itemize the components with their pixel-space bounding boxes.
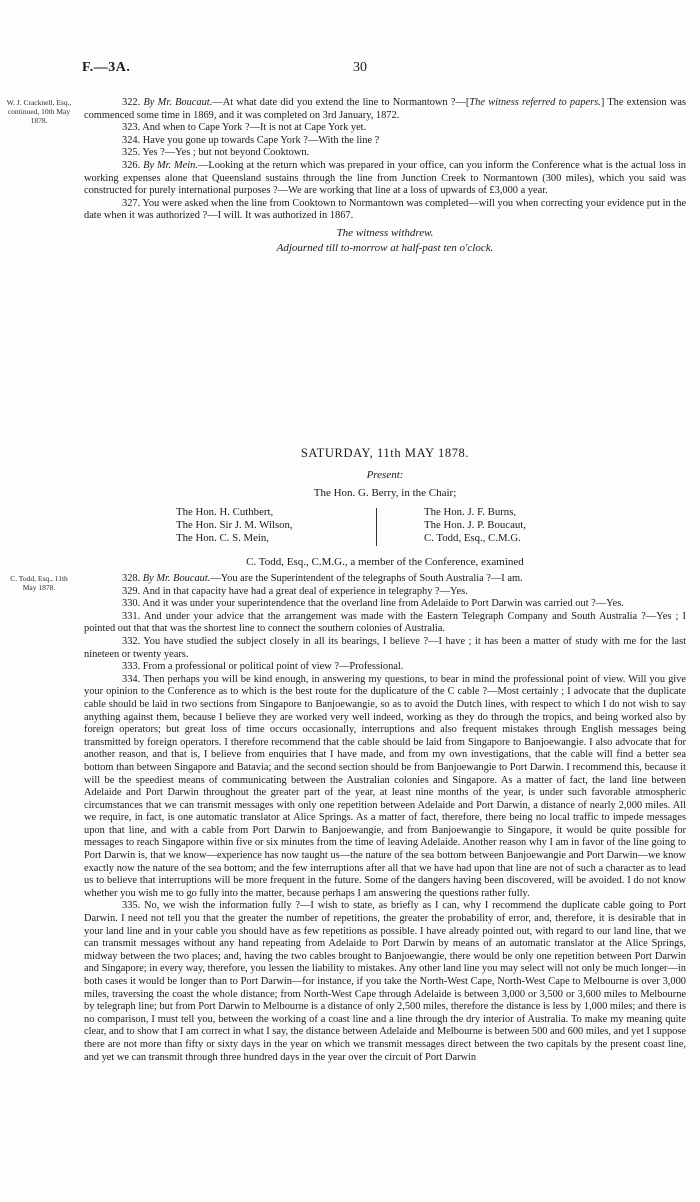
chair-line: The Hon. G. Berry, in the Chair; — [313, 487, 457, 499]
question-333: 333. From a professional or political point of view ?—Professional. — [122, 661, 404, 673]
margin-note-todd: C. Todd, Esq., 11th May 1878. — [10, 574, 68, 592]
witness-withdrew: The witness withdrew. — [336, 226, 434, 239]
testimony-block-2 — [84, 573, 686, 1064]
members-right-column — [424, 506, 604, 545]
member: The Hon. C. S. Mein, — [176, 532, 269, 544]
question-325: 325. Yes ?—Yes ; but not beyond Cooktown. — [122, 147, 310, 159]
question-322: 322. By Mr. Boucaut.—At what date did you extend the line to Normantown ?—[The witness referred to papers.] The extension was commenced some time in 1869, and it was completed on 3rd January, 1872. — [84, 97, 686, 121]
member: C. Todd, Esq., C.M.G. — [424, 532, 521, 544]
question-332: 332. You have studied the subject closely in all its bearings, I believe ?—I have ; it has been a matter of study with me for the last nineteen or twenty years. — [84, 635, 686, 660]
section-header: F.—3A. — [82, 60, 131, 75]
question-329: 329. And in that capacity have had a great deal of experience in telegraphy ?—Yes. — [122, 585, 468, 597]
column-divider — [376, 508, 377, 546]
question-327: 327. You were asked when the line from Cooktown to Normantown was completed—will you when correcting your evidence put in the date when it was authorized ?—I will. It was authorized in 1867. — [84, 197, 686, 222]
session-date-heading: SATURDAY, 11th MAY 1878. — [300, 446, 470, 460]
question-334: 334. Then perhaps you will be kind enough, in answering my questions, to bear in mind the professional point of view. Will you give your opinion to the Conference as to which is the best route for the duplicature of the C cable ?—Most certainly ; I advocate that the duplicate cable should be laid in two sections from Singapore to Banjoewangie, so as to avoid the Dutch lines, with respect to which I do not wish to say anything against them, because I believe they are worked very well indeed, working as they do through the tropics, and being worked also by foreign operators; but great loss of time occurs occasionally, interruptions and also frequent mistakes through English messages being transmitted by foreign operators. I therefore recommend that the cable should be laid from Singapore to Banjoewangie. I also advocate that for another reason, and that is, I believe from enquiries that I have made, and from my own investigations, that the cable will find a better sea bottom than between Singapore and Batavia; and the second section should be from Banjoewangie to Port Darwin. I recommend this, because it will be the speediest means of communicating between the Australian colonies and Singapore. As a matter of fact, the land line between Adelaide and Port Darwin throughout the greater part of the year, at least nine months of the year, is under such favorable atmospheric circumstances that we can transmit messages with only one repetition between Adelaide and Port Darwin, a distance of nearly 2,000 miles. All we require, in fact, is one automatic translator at Alice Springs. As a matter of fact, therefore, there being no local traffic to impede messages upon that line, and with a cable from Port Darwin to Banjoewangie, and from Banjoewangie to Singapore, it would be quite possible for messages to reach Singapore within five or six minutes from the time of leaving Adelaide. Another reason why I am in favor of the line going to Port Darwin is, that we know—experience has now taught us—the nature of the sea bottom between Banjoewangie and Port Darwin—we know exactly now the nature of the sea bottom; and the few interruptions after all that we have had upon that line are not of such a character as to lead us to believe that interruptions will be more frequent in the future. Some of the dangers having been discovered, will be avoided. I do not know whether you wish me to go fully into the matter, because perhaps I am answering the questions rather fully. — [84, 673, 686, 899]
question-328: 328. By Mr. Boucaut.—You are the Superintendent of the telegraphs of South Australia ?—I am. — [122, 573, 523, 584]
question-331: 331. And under your advice that the arrangement was made with the Eastern Telegraph Company and South Australia ?—Yes ; I pointed out that that was the shortest line to connect the southern colonies of Australia. — [84, 610, 686, 635]
page-number: 30 — [353, 60, 367, 75]
question-323: 323. And when to Cape York ?—It is not at Cape York yet. — [122, 122, 367, 134]
margin-note-cracknell: W. J. Cracknell, Esq., continued, 10th May 1878. — [6, 98, 72, 125]
member: The Hon. J. F. Burns, — [424, 506, 517, 518]
member: The Hon. J. P. Boucaut, — [424, 519, 526, 531]
present-label: Present: — [366, 469, 404, 481]
testimony-block-1 — [84, 97, 686, 254]
member: The Hon. H. Cuthbert, — [176, 506, 274, 518]
question-326: 326. By Mr. Mein.—Looking at the return which was prepared in your office, can you inform the Conference what is the actual loss in working expenses alone that Queensland sustains through the line from Junction Creek to Normantown (300 miles), which you said was constructed for purely international purposes ?—We are working that line at a loss of upwards of £3,000 a year. — [84, 159, 686, 197]
members-left-column — [176, 506, 376, 545]
adjourned-note: Adjourned till to-morrow at half-past ten o'clock. — [276, 241, 494, 254]
examined-line: C. Todd, Esq., C.M.G., a member of the Conference, examined — [246, 556, 524, 568]
question-324: 324. Have you gone up towards Cape York ?—With the line ? — [122, 134, 380, 146]
member: The Hon. Sir J. M. Wilson, — [176, 519, 293, 531]
question-335: 335. No, we wish the information fully ?—I wish to state, as briefly as I can, why I recommend the duplicate cable going to Port Darwin. I need not tell you that the greater the number of repetitions, the greater the probability of error, and, therefore, it is desirable that in your land line and in your cable you should have as few repetitions as possible. I have already pointed out, with regard to our land line, that we can transmit messages without any hand repeating from Adelaide to Port Darwin by means of an automatic translator at the Alice Springs, midway between the two places; and, having the two cables brought to Banjoewangie, there would be only one repetition between Port Darwin and Singapore; in every way, therefore, you lessen the liability to mistakes. Any other land line you may select will not only be much longer—in both cases it would be longer than to Port Darwin—for instance, if you take the North-West Cape, North-West Cape to Melbourne is over 3,000 miles, traversing the coast the whole distance; from North-West Cape through Adelaide is between 3,000 or 3,500 or 3,600 miles to Melbourne by telegraph line; but from Port Darwin to Melbourne is a distance of only 2,500 miles, therefore the distance is less by 1,000 miles; and there is no comparison, I must tell you, between the working of a coast line and a line through the dry interior of Australia. To make my meaning quite clear, and to show that I am correct in what I say, the distance between Adelaide and Melbourne is between 500 and 600 miles, and yet I suppose there are not more than fifty or sixty days in the year on which we transmit messages direct between the two capitals by the present coast line, and yet we can transmit through three hundred days in the year over the circuit of Port Darwin — [84, 900, 686, 1063]
question-330: 330. And it was under your superintendence that the overland line from Adelaide to Port Darwin was carried out ?—Yes. — [122, 598, 624, 610]
